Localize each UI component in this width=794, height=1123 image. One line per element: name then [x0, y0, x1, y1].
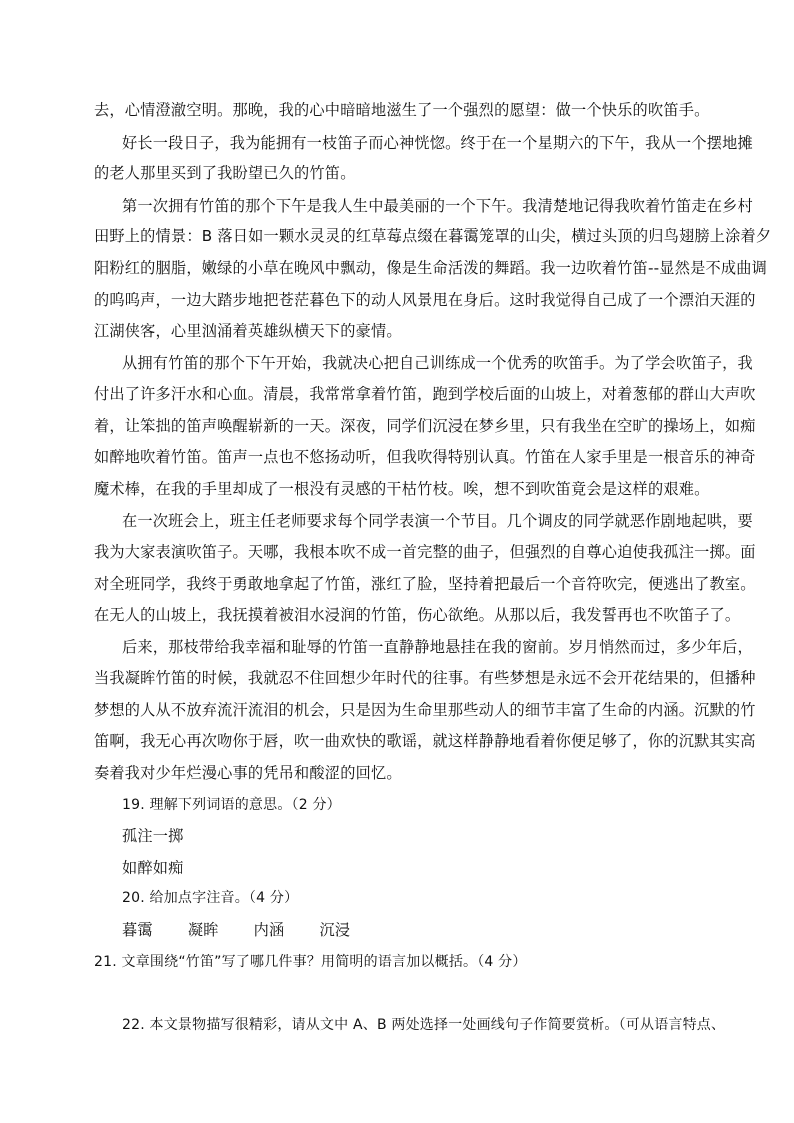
passage-line: 在一次班会上，班主任老师要求每个同学表演一个节目。几个调皮的同学就恶作剧地起哄，要 [122, 512, 753, 530]
passage-line: 的老人那里买到了我盼望已久的竹笛。 [94, 164, 356, 182]
question-21: 21. 文章围绕“竹笛”写了哪几件事？用简明的语言加以概括。（4 分） [94, 954, 527, 970]
passage-line: 笛啊，我无心再次吻你于唇，吹一曲欢快的歌谣，就这样静静地看着你便足够了，你的沉默其实高 [94, 732, 756, 750]
passage-line: 梦想的人从不放弃流汗流泪的机会，只是因为生命里那些动人的细节丰富了生命的内涵。沉默的竹 [94, 701, 756, 719]
passage-line: 付出了许多汗水和心血。清晨，我常常拿着竹笛，跑到学校后面的山坡上，对着葱郁的群山大声吹 [94, 385, 756, 403]
passage-line: 江湖侠客，心里汹涌着英雄纵横天下的豪情。 [94, 322, 402, 340]
passage-line: 第一次拥有竹笛的那个下午是我人生中最美丽的一个下午。我清楚地记得我吹着竹笛走在乡村 [122, 197, 753, 215]
passage-line: 田野上的情景：B 落日如一颗水灵灵的红草莓点缀在暮霭笼罩的山尖，横过头顶的归鸟翅膀上涂着夕 [94, 227, 772, 245]
passage-line: 着，让笨拙的笛声唤醒崭新的一天。深夜，同学们沉浸在梦乡里，只有我坐在空旷的操场上，如痴 [94, 417, 756, 435]
question-20: 20. 给加点字注音。（4 分） [122, 890, 299, 906]
question-20-item: 沉浸 [319, 921, 351, 939]
question-20-items [122, 920, 732, 940]
passage-line: 后来，那枝带给我幸福和耻辱的竹笛一直静静地悬挂在我的窗前。岁月悄然而过，多少年后， [122, 638, 753, 656]
question-20-item: 凝眸 [187, 921, 219, 939]
question-19-item: 孤注一掷 [122, 827, 184, 845]
passage-line: 奏着我对少年烂漫心事的凭吊和酸涩的回忆。 [94, 764, 402, 782]
passage-line: 我为大家表演吹笛子。天哪，我根本吹不成一首完整的曲子，但强烈的自尊心迫使我孤注一掷。面 [94, 543, 756, 561]
question-22: 22. 本文景物描写很精彩，请从文中 A、B 两处选择一处画线句子作简要赏析。（可从语言特点、 [122, 1017, 726, 1033]
passage-line: 从拥有竹笛的那个下午开始，我就决心把自己训练成一个优秀的吹笛手。为了学会吹笛子，我 [122, 354, 753, 372]
passage-line: 魔术棒，在我的手里却成了一根没有灵感的干枯竹枝。唉，想不到吹笛竟会是这样的艰难。 [94, 480, 710, 498]
passage-line: 去，心情澄澈空明。那晚，我的心中暗暗地滋生了一个强烈的愿望：做一个快乐的吹笛手。 [94, 101, 710, 119]
question-19: 19. 理解下列词语的意思。（2 分） [122, 797, 341, 813]
passage-line: 在无人的山坡上，我抚摸着被泪水浸润的竹笛，伤心欲绝。从那以后，我发誓再也不吹笛子了。 [94, 606, 741, 624]
passage-line: 如醉地吹着竹笛。笛声一点也不悠扬动听，但我吹得特别认真。竹笛在人家手里是一根音乐的神奇 [94, 448, 756, 466]
question-19-item: 如醉如痴 [122, 859, 184, 877]
passage-line: 对全班同学，我终于勇敢地拿起了竹笛，涨红了脸，坚持着把最后一个音符吹完，便逃出了教室。 [94, 575, 756, 593]
passage-line: 的呜呜声，一边大踏步地把苍茫暮色下的动人风景甩在身后。这时我觉得自己成了一个漂泊天涯的 [94, 291, 756, 309]
passage-line: 阳粉红的胭脂，嫩绿的小草在晚风中飘动，像是生命活泼的舞蹈。我一边吹着竹笛--显然是不成曲调 [94, 259, 768, 277]
question-20-item: 暮霭 [122, 921, 153, 939]
passage-line: 好长一段日子，我为能拥有一枝笛子而心神恍惚。终于在一个星期六的下午，我从一个摆地摊 [122, 134, 753, 152]
passage-line: 当我凝眸竹笛的时候，我就忍不住回想少年时代的往事。有些梦想是永远不会开花结果的，但播种 [94, 669, 756, 687]
question-20-item: 内涵 [253, 921, 285, 939]
